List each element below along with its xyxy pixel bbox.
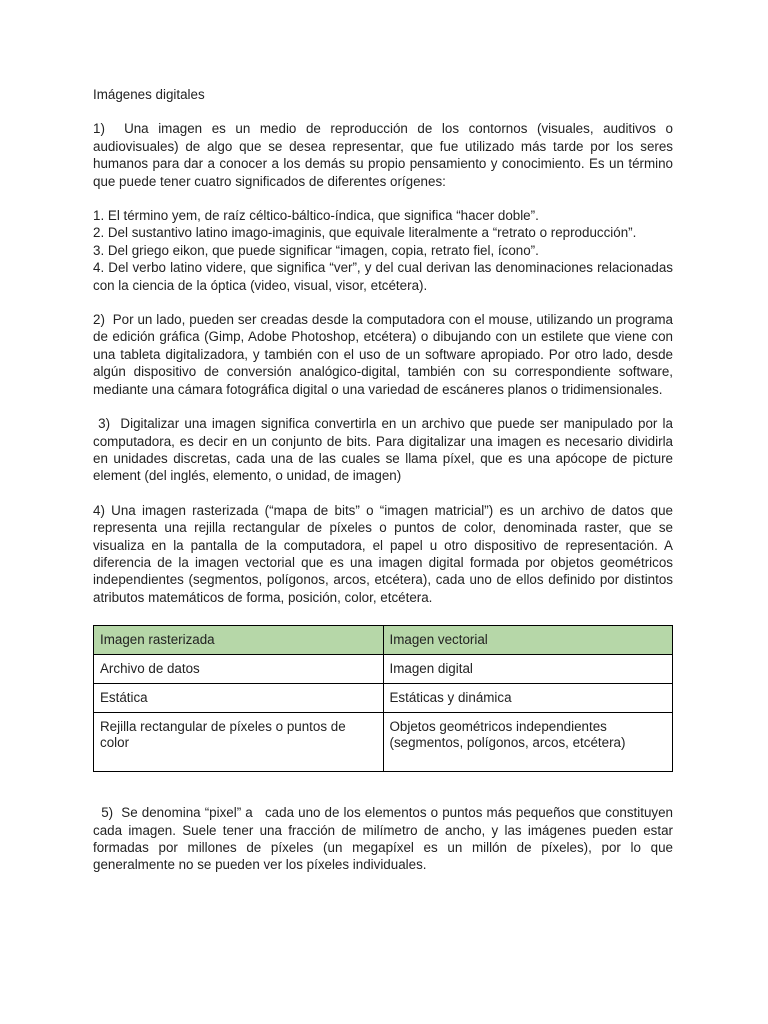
table-header-row bbox=[94, 626, 673, 655]
list-item: 1. El término yem, de raíz céltico-báltico-índica, que significa “hacer doble”. bbox=[93, 208, 539, 224]
table-row bbox=[94, 713, 673, 772]
paragraph-5: 5) Se denomina “pixel” a cada uno de los elementos o puntos más pequeños que constituyen cada imagen. Suele tener una fracción de milímetro de ancho, y las imágenes pueden estar formadas por millones de píxeles (un megapíxel es un millón de píxeles), por lo que generalmente no se pueden ver los píxeles individuales. bbox=[93, 805, 677, 873]
table-cell: Objetos geométricos independientes (segmentos, polígonos, arcos, etcétera) bbox=[383, 713, 673, 772]
paragraph-3: 3) Digitalizar una imagen significa convertirla en un archivo que puede ser manipulado por la computadora, es decir en un conjunto de bits. Para digitalizar una imagen es necesario dividirla en unidades discretas, cada una de las cuales se llama píxel, que es una apócope de picture element (del inglés, elemento, o unidad, de imagen) bbox=[93, 416, 677, 484]
document-page bbox=[93, 86, 677, 874]
table-cell: Estática bbox=[94, 684, 384, 713]
list-item: 2. Del sustantivo latino imago-imaginis, que equivale literalmente a “retrato o reproducción”. bbox=[93, 225, 637, 241]
table-cell: Imagen digital bbox=[383, 655, 673, 684]
paragraph-2: 2) Por un lado, pueden ser creadas desde la computadora con el mouse, utilizando un programa de edición gráfica (Gimp, Adobe Photoshop, etcétera) o dibujando con un estilete que viene con una tableta digitalizadora, y también con el uso de un software apropiado. Por otro lado, desde algún dispositivo de conversión analógico-digital, también con su correspondiente software, mediante una cámara fotográfica digital o una variedad de escáneres planos o tridimensionales. bbox=[93, 312, 677, 397]
origins-list bbox=[93, 207, 673, 294]
document-title: Imágenes digitales bbox=[93, 87, 205, 102]
paragraph-4: 4) Una imagen rasterizada (“mapa de bits” o “imagen matricial”) es un archivo de datos que representa una rejilla rectangular de píxeles o puntos de color, denominada raster, que se visualiza en la pantalla de la computadora, el papel u otro dispositivo de representación. A diferencia de la imagen vectorial que es una imagen digital formada por objetos geométricos independientes (segmentos, polígonos, arcos, etcétera), cada uno de ellos definido por distintos atributos matemáticos de forma, posición, color, etcétera. bbox=[93, 502, 673, 605]
table-cell: Rejilla rectangular de píxeles o puntos de color bbox=[94, 713, 384, 772]
table-cell: Estáticas y dinámica bbox=[383, 684, 673, 713]
comparison-table bbox=[93, 625, 673, 772]
table-header-cell: Imagen rasterizada bbox=[94, 626, 384, 655]
list-item: 4. Del verbo latino videre, que significa “ver”, y del cual derivan las denominaciones relacionadas con la ciencia de la óptica (video, visual, visor, etcétera). bbox=[93, 260, 673, 293]
table-cell: Archivo de datos bbox=[94, 655, 384, 684]
table-header-cell: Imagen vectorial bbox=[383, 626, 673, 655]
table-row bbox=[94, 684, 673, 713]
paragraph-1: 1) Una imagen es un medio de reproducción de los contornos (visuales, auditivos o audiovisuales) de algo que se desea representar, que fue utilizado más tarde por los seres humanos para dar a conocer a los demás su propio pensamiento y conocimiento. Es un término que puede tener cuatro significados de diferentes orígenes: bbox=[93, 121, 677, 189]
list-item: 3. Del griego eikon, que puede significar “imagen, copia, retrato fiel, ícono”. bbox=[93, 242, 539, 258]
table-row bbox=[94, 655, 673, 684]
